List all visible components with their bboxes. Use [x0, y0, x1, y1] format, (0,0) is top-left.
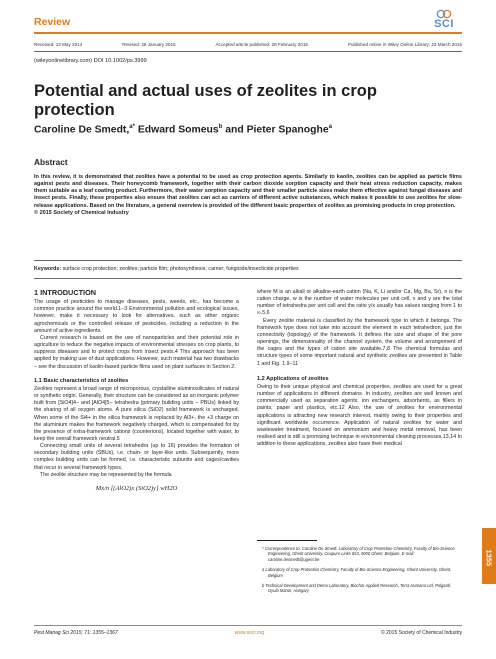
publication-dates: [34, 42, 462, 47]
right-column: [257, 289, 462, 448]
keywords: [34, 266, 462, 273]
paragraph: Connecting small units of several tetrahedra (up to 16) provides the formation of secondary building units (SBUs), i.e. chain- or layer-like units. Subsequently, more complex building units can be formed, i.e. characteristic subunits and cages/cavities that recur in several framework types.: [34, 443, 239, 471]
author-affiliation-mark: a*: [129, 124, 135, 130]
affiliation-footnote: b Technical Development and Demo Laboratory, Biochar Applied Research, Terra Humana Ltd, Polgardi, Gyula Manor, Hungary: [262, 583, 452, 594]
footer-rule: [34, 625, 462, 626]
keywords-label: Keywords:: [34, 266, 62, 272]
page-footer: [34, 630, 462, 636]
subsection-heading: 1.2 Applications of zeolites: [257, 375, 329, 382]
journal-url-link[interactable]: www.soci.org: [234, 630, 265, 636]
article-title: Potential and actual uses of zeolites in crop protection: [34, 82, 377, 119]
author-name[interactable]: Edward Someus: [134, 124, 219, 136]
author-affiliation-mark: a: [328, 124, 332, 130]
section-label: Review: [34, 16, 71, 28]
abstract-text: In this review, it is demonstrated that zeolites have a potential to be used as crop protection agents. Similarly to kaolin, zeolites can be applied as particle films against pests and diseases. Their honeycomb framework, together with their carbon dioxide sorption capacity and their heat stress reduction capacity, makes them suitable as a leaf coating product. Furthermore, their water sorption capacity and their smaller particle sizes make them effective against fungal diseases and insect pests. Finally, these properties also ensure that zeolites can act as carriers of different active substances, which makes it possible to use zeolites for slow-release applications. Based on the literature, a general overview is provided of the different basic properties of zeolites as promising products in crop protection.: [34, 174, 462, 209]
author-list: [34, 124, 332, 135]
published-date: Published online in Wiley Online Library: 23 March 2015: [347, 42, 462, 47]
left-column: [34, 289, 239, 492]
sci-logo: [426, 9, 462, 33]
correspondence-footnote: * Correspondence to: Caroline De Smedt, Laboratory of Crop Protection Chemistry, Faculty of Bio-Science Engineering, Ghent University, Coupure Links 653, 9000 Ghent, Belgium. E-mail: caroline.desmedt@ugent.be: [262, 546, 455, 562]
abstract-copyright: © 2015 Society of Chemical Industry: [34, 209, 129, 216]
author-affiliation-mark: b: [218, 124, 223, 130]
sci-logo-text: SCI: [434, 18, 454, 30]
section-heading: 1 INTRODUCTION: [34, 288, 97, 297]
author-name[interactable]: and Pieter Spanoghe: [222, 124, 329, 136]
doi-link[interactable]: (wileyonlinelibrary.com) DOI 10.1002/ps.3999: [34, 58, 147, 64]
affiliation-footnote: a Laboratory of Crop Protection Chemistry, Faculty of Bio-Science Engineering, Ghent University, Ghent, Belgium: [262, 567, 452, 578]
paragraph: The zeolite structure may be represented by the formula: [40, 471, 172, 478]
footer-copyright: © 2015 Society of Chemical Industry: [381, 630, 462, 636]
subsection-heading: 1.1 Basic characteristics of zeolites: [34, 377, 129, 384]
paragraph: where M is an alkali or alkaline-earth cation (Na, K, Li and/or Ca, Mg, Ba, Sr), n is the cation charge, w is the number of water molecules per unit cell, x and y are the total number of tetrahedra per unit cell and the ratio y/x usually has values ranging from 1 to ∞.5,6: [257, 289, 462, 317]
received-date: Received: 13 May 2014: [34, 42, 83, 47]
keywords-list: surface crop protection; zeolites; particle film; photosynthesis; carrier; fungicide/insecticide properties: [61, 266, 299, 272]
paragraph: Current research is based on the use of nanoparticles and their potential role in agriculture to reduce the negative impacts of environmental stresses on crop plants, to suppress diseases and to protect crops from insect pests.4 This approach has been applied by making use of dust applications. However, such material has two drawbacks – see the discussion of kaolin-based particle films used on plant surfaces in Section 2.: [34, 334, 239, 370]
dates-divider: [34, 51, 462, 52]
paragraph: The usage of pesticides to manage diseases, pests, weeds, etc., has become a common practice around the world.1−3 Environmental pollution and ecological issues, however, make it necessary to look for alternatives, such as other organic agrochemicals or the controlled release of pesticides, including a reduction in the amount of active ingredients.: [34, 299, 239, 334]
accepted-date: Accepted article published: 26 February 2015: [215, 42, 308, 47]
header-rule: [34, 32, 462, 34]
keywords-bottom-divider: [34, 278, 462, 279]
abstract-heading: Abstract: [34, 157, 68, 167]
page-number: 1355: [484, 549, 494, 567]
revised-date: Revised: 28 January 2015: [122, 42, 176, 47]
journal-citation: Pest Manag Sci 2015; 71: 1355–1367: [34, 630, 118, 636]
paragraph: Every zeolite material is classified by the framework type to which it belongs. The framework type does not take into account the element in each tetrahedron, just the connectivity (topology) of the framework. It defines the size and shape of the pore openings, the dimensionality of the channel system, the volume and arrangement of the cages and the types of cation site available.7,8 The chemical formulas and structure types of some important natural and synthetic zeolites are presented in Table 1 and Fig. 1.9−11: [257, 317, 462, 367]
zeolite-formula: Mx/n [(AlO2)x (SiO2)y] wH2O: [95, 484, 178, 492]
keywords-top-divider: [34, 260, 462, 261]
page-number-tab: [482, 528, 496, 584]
paragraph: Zeolites represent a broad range of microporous, crystalline aluminosilicates of natural or synthetic origin. Generally, their structure can be considered as an inorganic polymer built from [SiO4]4− and [AlO4]5− tetrahedra (primary building units – PBUs) linked by the sharing of all oxygen atoms. A pure silica (SiO2) solid framework is uncharged. When some of the Si4+ in the silica framework is replaced by Al3+, the +3 charge on the aluminium makes the framework negatively charged, which is compensated for by the presence of extra-framework cations (counterions), located together with water, to keep the overall framework neutral.5: [34, 385, 239, 442]
abstract-body: [34, 174, 462, 217]
footnotes: [262, 546, 460, 599]
footnote-divider: [257, 540, 317, 541]
author-name[interactable]: Caroline De Smedt,: [34, 124, 130, 136]
paragraph: Owing to their unique physical and chemical properties, zeolites are used for a great number of applications in different domains. In industry, zeolites are well known and commercially used as separation agents, ion exchangers, adsorbents, as fillers in paints, paper and plastics, etc.12 Also, the use of zeolites for environmental applications is attracting new research interest, mainly owing to their properties and significant worldwide occurrence. Application of natural zeolites for water and wastewater treatment, focused on ammonium and heavy metal removal, has been realised and is still a promising technique in environmental cleaning processes.13,14 In addition to these applications, zeolites also have their medical: [257, 383, 462, 448]
